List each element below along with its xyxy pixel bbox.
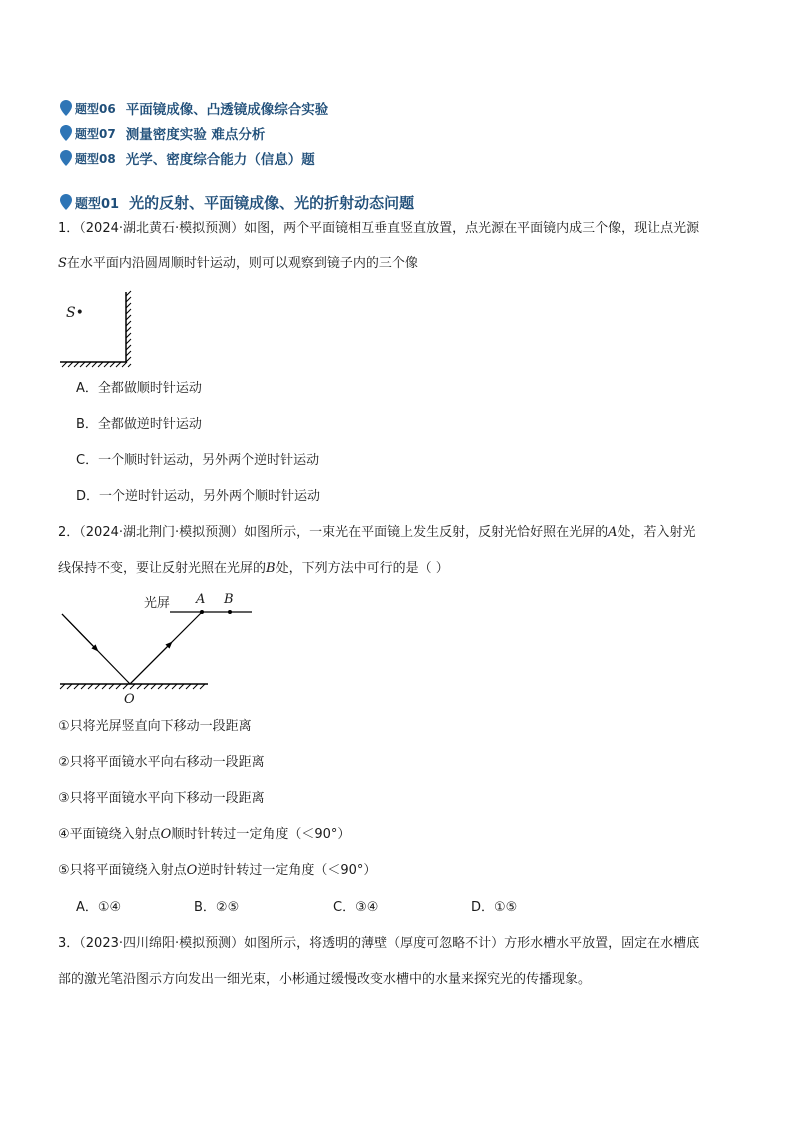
q1-option-c[interactable]: C．一个顺时针运动，另外两个逆时针运动 [76, 453, 320, 468]
q1-figure [58, 290, 138, 370]
section-label: 题型01 [75, 196, 120, 212]
q2-choice-c[interactable]: C．③④ [333, 900, 379, 915]
q2-method-5: ⑤只将平面镜绕入射点O逆时针转过一定角度（＜90°） [58, 863, 377, 878]
perpendicular-mirrors-diagram [58, 290, 138, 370]
location-pin-icon [60, 194, 72, 210]
q1-stem-line1: 1．（2024·湖北黄石·模拟预测）如图，两个平面镜相互垂直竖直放置，点光源在平面镜内成三个像，现让点光源 [58, 221, 700, 236]
q1-stem-line2: S在水平面内沿圆周顺时针运动，则可以观察到镜子内的三个像 [58, 256, 418, 271]
var-a: A [608, 525, 618, 540]
toc-title: 光学、密度综合能力（信息）题 [125, 152, 315, 168]
toc-label: 题型08 [75, 151, 116, 166]
q2-choice-d[interactable]: D．①⑤ [471, 900, 518, 915]
toc-label: 题型06 [75, 101, 116, 116]
point-a-label: A [196, 592, 206, 607]
location-pin-icon [60, 100, 72, 116]
toc-label: 题型07 [75, 126, 116, 141]
q2-choice-b[interactable]: B．②⑤ [194, 900, 240, 915]
toc-title: 测量密度实验 难点分析 [125, 127, 266, 143]
toc-item-06[interactable] [60, 98, 328, 118]
location-pin-icon [60, 150, 72, 166]
toc-title: 平面镜成像、凸透镜成像综合实验 [125, 102, 329, 118]
q2-choice-a[interactable]: A．①④ [76, 900, 122, 915]
point-o-label: O [124, 692, 135, 707]
var-s: S [58, 256, 67, 271]
q1-option-d[interactable]: D．一个逆时针运动，另外两个顺时针运动 [76, 489, 321, 504]
var-o: O [160, 827, 172, 842]
toc-item-07[interactable] [60, 123, 265, 143]
q1-option-b[interactable]: B．全都做逆时针运动 [76, 417, 202, 432]
q2-figure [58, 590, 258, 710]
q3-stem-line1: 3．（2023·四川绵阳·模拟预测）如图所示，将透明的薄壁（厚度可忽略不计）方形水槽水平放置，固定在水槽底 [58, 936, 700, 951]
var-o: O [186, 863, 198, 878]
section-heading [60, 192, 414, 212]
q3-stem-line2: 部的激光笔沿图示方向发出一细光束，小彬通过缓慢改变水槽中的水量来探究光的传播现象。 [58, 972, 592, 987]
q2-method-1: ①只将光屏竖直向下移动一段距离 [58, 719, 252, 734]
q2-method-4: ④平面镜绕入射点O顺时针转过一定角度（＜90°） [58, 827, 351, 842]
q1-option-a[interactable]: A．全都做顺时针运动 [76, 381, 202, 396]
point-b-label: B [224, 592, 234, 607]
point-source-label: S• [66, 305, 84, 321]
q2-stem-line2: 线保持不变，要让反射光照在光屏的B处，下列方法中可行的是（ ） [58, 561, 449, 576]
q2-stem-line1: 2．（2024·湖北荆门·模拟预测）如图所示，一束光在平面镜上发生反射，反射光恰好照在光屏的A处，若入射光 [58, 525, 696, 540]
screen-label: 光屏 [144, 596, 171, 611]
var-b: B [266, 561, 276, 576]
q2-method-3: ③只将平面镜水平向下移动一段距离 [58, 791, 265, 806]
section-title: 光的反射、平面镜成像、光的折射动态问题 [129, 193, 415, 212]
toc-item-08[interactable] [60, 148, 315, 168]
location-pin-icon [60, 125, 72, 141]
q2-method-2: ②只将平面镜水平向右移动一段距离 [58, 755, 265, 770]
